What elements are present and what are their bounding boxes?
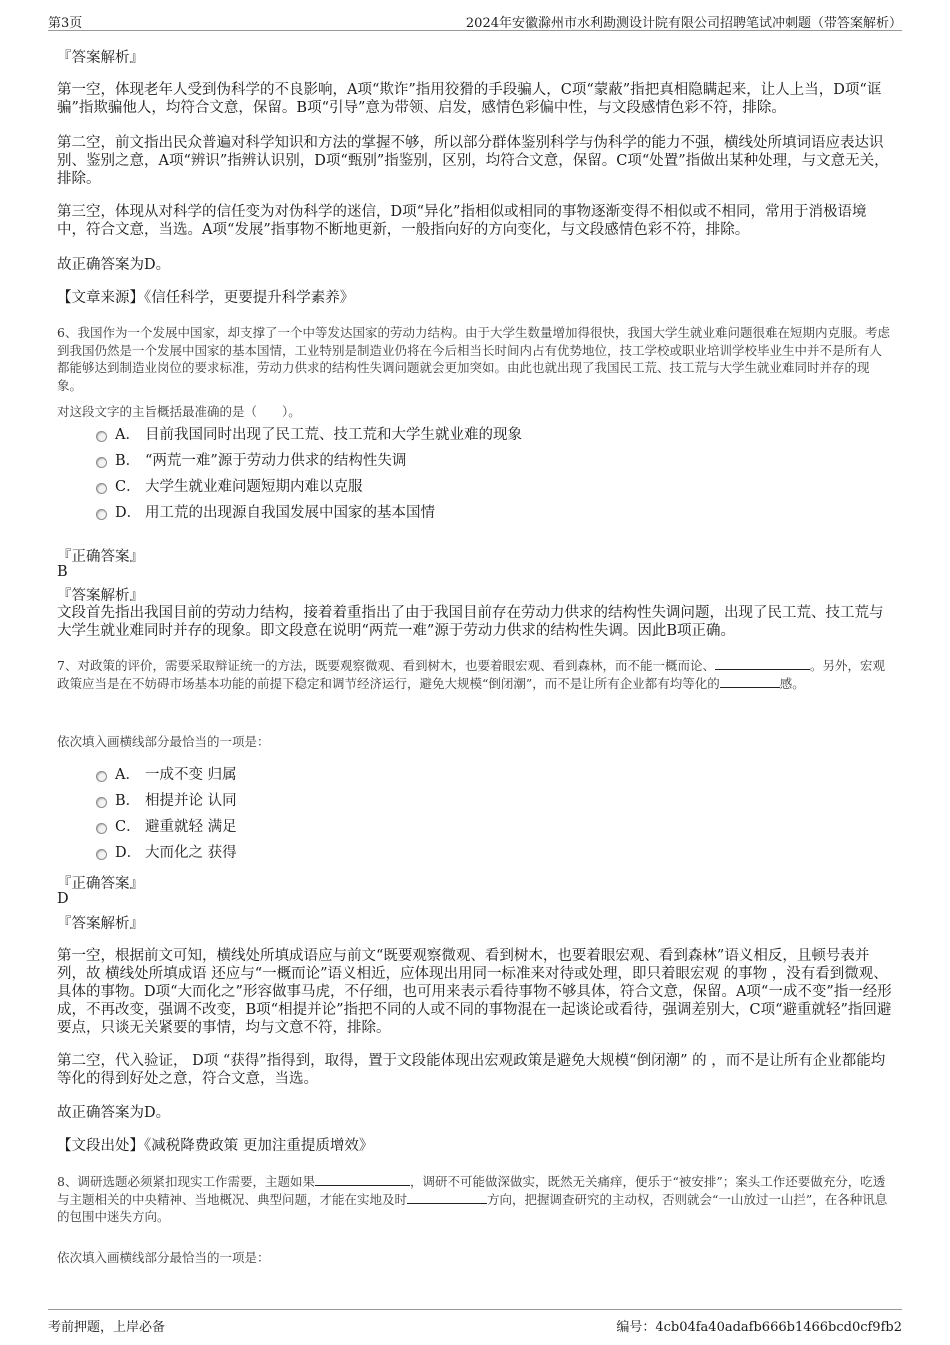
- radio-icon[interactable]: [96, 509, 107, 520]
- fill-blank: [407, 1191, 487, 1204]
- q7-option-a[interactable]: A． 一成不变 归属: [96, 765, 237, 785]
- radio-icon[interactable]: [96, 771, 107, 782]
- fill-blank: [720, 675, 780, 688]
- q6-stem: 6、我国作为一个发展中国家，却支撑了一个中等发达国家的劳动力结构。由于大学生数量增加得很快，我国大学生就业难问题很难在短期内克服。考虑到我国仍然是一个发展中国家的基本国情，工业特别是制造业仍将在今后相当长时间内占有优势地位，技工学校或职业培训学校毕业生中并不是所有人都能够达到制造业岗位的要求标准，劳动力供求的结构性失调问题就会更加突如。由此也就出现了我国民工荒、技工荒与大学生就业难同时并存的现象。: [57, 325, 890, 393]
- document-id: 编号：4cb04fa40adafb666b1466bcd0cf9fb2: [616, 1320, 902, 1335]
- fill-blank: [315, 1173, 410, 1186]
- fill-blank: [715, 657, 810, 670]
- q7-analysis-p1: 第一空，根据前文可知，横线处所填成语应与前文“既要观察微观、看到树木，也要着眼宏观、看到森林”语义相反，且顿号表并列，故 横线处所填成语 还应与“一概而论”语义相近，应体现出用同一标准来对待或处理，即只着眼宏观 的事物 ，没有看到微观、具体的事物。D项“大而化之”形容做事马虎，不仔细，也可用来表示看待事物不够具体，符合文意，保留。A项“一成不变”指一经形成，不再改变，强调不改变，B项“相提并论”指把不同的人或不同的事物混在一起谈论或看待，强调差别大，C项“避重就轻”指回避要点，只谈无关紧要的事情，均与文意不符，排除。: [57, 948, 892, 1036]
- radio-icon[interactable]: [96, 823, 107, 834]
- q5-analysis-p1: 第一空，体现老年人受到伪科学的不良影响，A项“欺诈”指用狡猾的手段骗人，C项“蒙蔽”指把真相隐瞒起来，让人上当，D项“诓骗”指欺骗他人，均符合文意，保留。B项“引导”意为带领、启发，感情色彩偏中性，与文段感情色彩不符，排除。: [57, 82, 882, 116]
- page-header: [48, 8, 902, 31]
- q7-conclusion: 故正确答案为D。: [57, 1105, 171, 1121]
- q5-source: 【文章来源】《信任科学，更要提升科学素养》: [57, 290, 355, 306]
- q7-analysis-p2: 第二空，代入验证， D项 “获得”指得到，取得，置于文段能体现出宏观政策是避免大规模“倒闭潮” 的 ，而不是让所有企业都能均等化的得到好处之意，符合文意，当选。: [57, 1053, 886, 1087]
- q8-stem: 8、调研选题必须紧扣现实工作需要，主题如果 ，调研不可能做深做实，既然无关痛痒，便乐于“被安排”；案头工作还要做充分，吃透与主题相关的中央精神、当地概况、典型问题，才能在实地及时 方向，把握调查研究的主动权，否则就会“一山放过一山拦”，在各种讯息的包围中迷失方向。: [57, 1174, 888, 1224]
- q6-option-a[interactable]: A． 目前我国同时出现了民工荒、技工荒和大学生就业难的现象: [96, 425, 522, 445]
- footer-slogan: 考前押题，上岸必备: [48, 1320, 166, 1335]
- radio-icon[interactable]: [96, 483, 107, 494]
- q8-question: 依次填入画横线部分最恰当的一项是：: [57, 1250, 270, 1265]
- q6-answer-label: 『正确答案』: [57, 549, 144, 565]
- q7-analysis-label: 『答案解析』: [57, 916, 144, 932]
- document-title: 2024年安徽滁州市水利勘测设计院有限公司招聘笔试冲刺题（带答案解析）: [465, 16, 902, 31]
- q6-analysis: 文段首先指出我国目前的劳动力结构，接着着重指出了由于我国目前存在劳动力供求的结构性失调问题，出现了民工荒、技工荒与大学生就业难同时并存的现象。即文段意在说明“两荒一难”源于劳动力供求的结构性失调。因此B项正确。: [57, 605, 884, 639]
- q5-analysis-p2: 第二空，前文指出民众普遍对科学知识和方法的掌握不够，所以部分群体鉴别科学与伪科学的能力不强，横线处所填词语应表达识别、鉴别之意，A项“辨识”指辨认识别，D项“甄别”指鉴别，区别，均符合文意，保留。C项“处置”指做出某种处理，与文意无关，排除。: [57, 135, 889, 187]
- q7-option-d[interactable]: D． 大而化之 获得: [96, 843, 237, 863]
- q7-option-b[interactable]: B． 相提并论 认同: [96, 791, 237, 811]
- q5-analysis-p3: 第三空，体现从对科学的信任变为对伪科学的迷信，D项“异化”指相似或相同的事物逐渐变得不相似或不相同，常用于消极语境中，符合文意，当选。A项“发展”指事物不断地更新，一般指向好的方向变化，与文段感情色彩不符，排除。: [57, 204, 867, 238]
- radio-icon[interactable]: [96, 797, 107, 808]
- q6-option-d[interactable]: D． 用工荒的出现源自我国发展中国家的基本国情: [96, 503, 435, 523]
- q7-answer: D: [57, 891, 69, 907]
- radio-icon[interactable]: [96, 457, 107, 468]
- page-number: 第3页: [48, 16, 83, 31]
- q7-option-c[interactable]: C． 避重就轻 满足: [96, 817, 237, 837]
- page-footer: [48, 1309, 902, 1336]
- radio-icon[interactable]: [96, 849, 107, 860]
- q6-option-b[interactable]: B． “两荒一难”源于劳动力供求的结构性失调: [96, 451, 406, 471]
- q7-source: 【文段出处】《减税降费政策 更加注重提质增效》: [57, 1138, 374, 1154]
- q6-option-c[interactable]: C． 大学生就业难问题短期内难以克服: [96, 477, 363, 497]
- q6-answer: B: [57, 564, 68, 580]
- q5-conclusion: 故正确答案为D。: [57, 257, 171, 273]
- q7-question: 依次填入画横线部分最恰当的一项是：: [57, 734, 270, 749]
- q5-analysis-label: 『答案解析』: [57, 50, 144, 66]
- q7-answer-label: 『正确答案』: [57, 876, 144, 892]
- q6-question: 对这段文字的主旨概括最准确的是（ ）。: [57, 404, 301, 419]
- q6-analysis-label: 『答案解析』: [57, 588, 144, 604]
- radio-icon[interactable]: [96, 431, 107, 442]
- q7-stem: 7、对政策的评价，需要采取辩证统一的方法，既要观察微观、看到树木，也要着眼宏观、看到森林，而不能一概而论、 。另外，宏观政策应当是在不妨碍市场基本功能的前提下稳定和调节经济运行，避免大规模“倒闭潮”，而不是让所有企业都有均等化的 感。: [57, 658, 885, 691]
